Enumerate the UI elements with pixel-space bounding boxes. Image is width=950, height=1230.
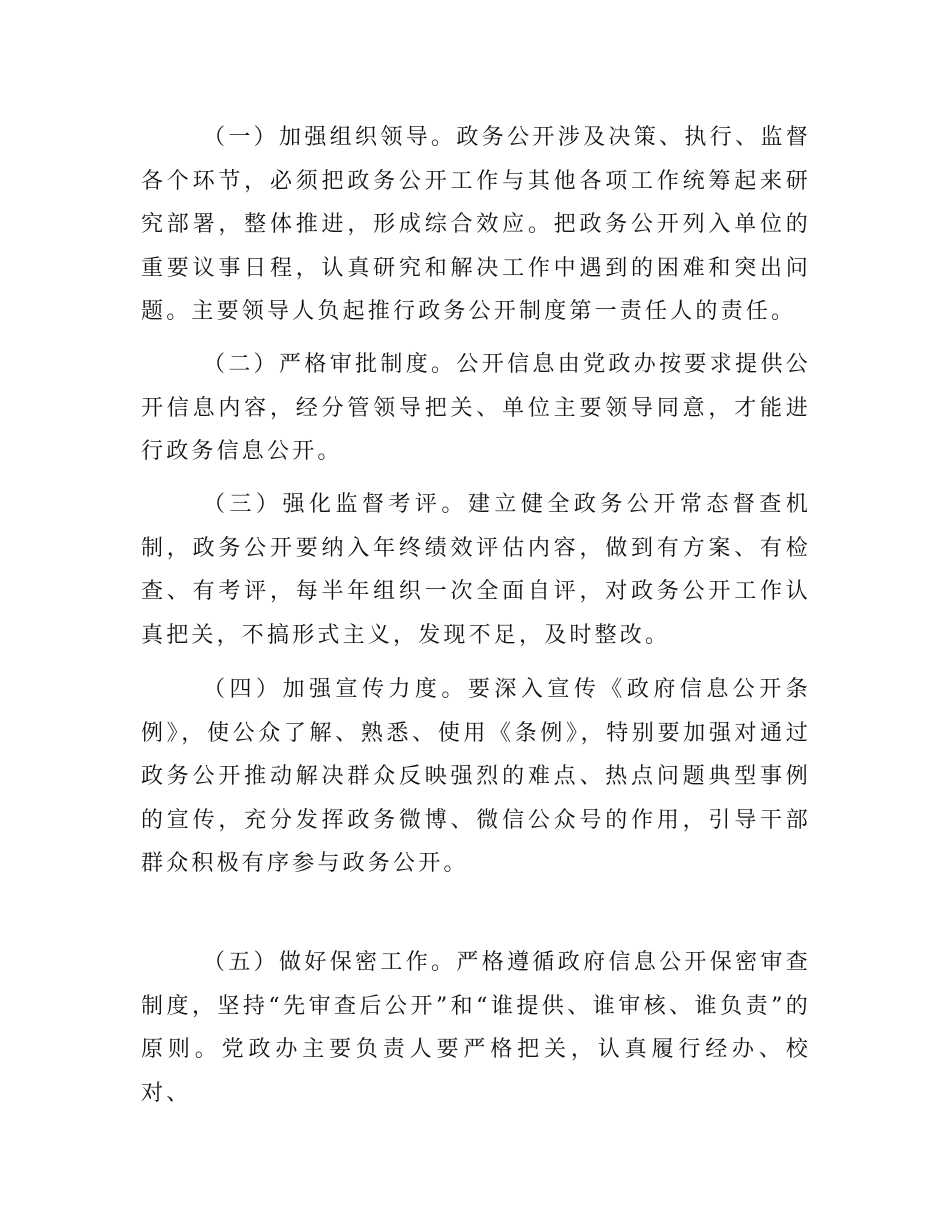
paragraph-publicity: （四）加强宣传力度。要深入宣传《政府信息公开条例》，使公众了解、熟悉、使用《条例》，特别要加强对通过政务公开推动解决群众反映强烈的难点、热点问题典型事例的宣传，充分发挥政务微博、微信公众号的作用，引导干部群众积极有序参与政务公开。 bbox=[141, 677, 811, 876]
paragraph-organization-leadership: （一）加强组织领导。政务公开涉及决策、执行、监督各个环节，必须把政务公开工作与其他各项工作统筹起来研究部署，整体推进，形成综合效应。把政务公开列入单位的重要议事日程，认真研究和解决工作中遇到的困难和突出问题。主要领导人负起推行政务公开制度第一责任人的责任。 bbox=[141, 125, 811, 324]
paragraph-approval-system: （二）严格审批制度。公开信息由党政办按要求提供公开信息内容，经分管领导把关、单位主要领导同意，才能进行政务信息公开。 bbox=[141, 352, 811, 464]
paragraph-confidentiality: （五）做好保密工作。严格遵循政府信息公开保密审查制度，坚持“先审查后公开”和“谁提供、谁审核、谁负责”的原则。党政办主要负责人要严格把关，认真履行经办、校对、 bbox=[141, 950, 811, 1106]
paragraph-supervision-evaluation: （三）强化监督考评。建立健全政务公开常态督查机制，政务公开要纳入年终绩效评估内容，做到有方案、有检查、有考评，每半年组织一次全面自评，对政务公开工作认真把关，不搞形式主义，发现不足，及时整改。 bbox=[141, 492, 811, 648]
